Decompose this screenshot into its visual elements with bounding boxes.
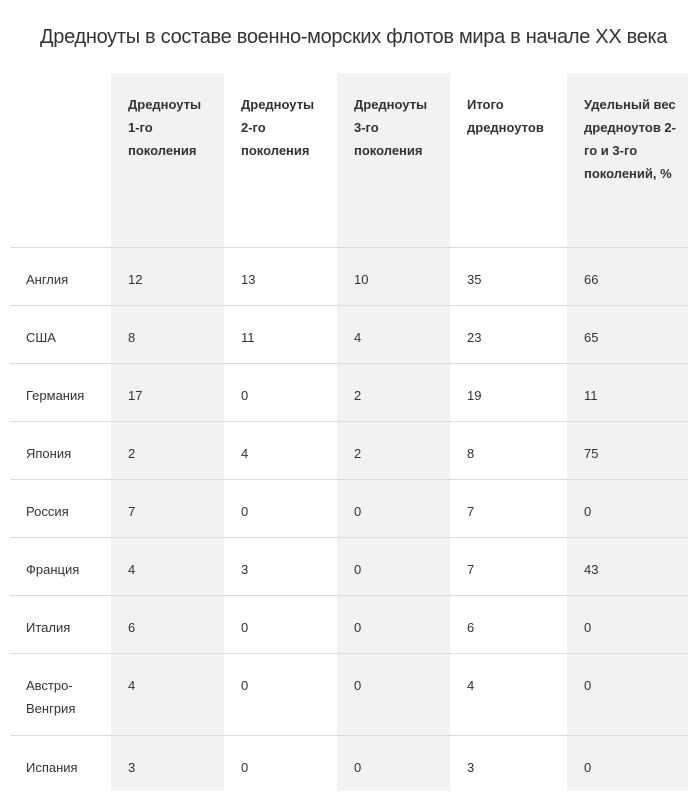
cell-gen1: 8 (128, 329, 136, 345)
table-row (10, 247, 688, 305)
cell-total: 35 (467, 271, 482, 287)
header-gen2: Дредноуты 2-го поколения (241, 97, 315, 158)
cell-gen1: 17 (128, 387, 143, 403)
cell-gen1: 3 (128, 759, 136, 775)
cell-gen1: 4 (128, 561, 136, 577)
cell-gen3: 0 (354, 759, 362, 775)
header-country (10, 73, 111, 247)
table-row (10, 653, 688, 735)
cell-country: Франция (26, 561, 80, 577)
cell-gen2: 13 (241, 271, 256, 287)
cell-total: 23 (467, 329, 482, 345)
cell-share: 11 (584, 387, 598, 403)
table-row (10, 735, 688, 793)
cell-total: 7 (467, 561, 475, 577)
table-header-row (10, 73, 688, 247)
cell-gen3: 2 (354, 387, 362, 403)
header-share: Удельный вес дредноутов 2-го и 3-го поколений, % (584, 97, 676, 181)
cell-share: 0 (584, 619, 592, 635)
cell-gen1: 7 (128, 503, 136, 519)
cell-gen2: 11 (241, 329, 255, 345)
cell-gen2: 0 (241, 619, 249, 635)
cell-gen2: 0 (241, 759, 249, 775)
cell-gen2: 0 (241, 387, 249, 403)
cell-total: 6 (467, 619, 475, 635)
table-row (10, 479, 688, 537)
cell-gen1: 6 (128, 619, 136, 635)
cell-country: Германия (26, 387, 85, 403)
cell-gen1: 4 (128, 677, 136, 693)
cell-gen3: 2 (354, 445, 362, 461)
cell-gen2: 0 (241, 677, 249, 693)
cell-country: Испания (26, 759, 78, 775)
cell-share: 65 (584, 329, 599, 345)
cell-total: 19 (467, 387, 482, 403)
table-row (10, 305, 688, 363)
dreadnought-table (10, 73, 688, 793)
cell-gen3: 4 (354, 329, 362, 345)
table-row (10, 537, 688, 595)
cell-share: 0 (584, 503, 592, 519)
cell-country: США (26, 329, 56, 345)
cell-gen1: 2 (128, 445, 136, 461)
cell-gen3: 0 (354, 503, 362, 519)
cell-share: 43 (584, 561, 599, 577)
cell-country: Англия (26, 271, 69, 287)
cell-country: Италия (26, 619, 71, 635)
cell-total: 4 (467, 677, 475, 693)
header-gen3: Дредноуты 3-го поколения (354, 97, 428, 158)
cell-country: Япония (26, 445, 72, 461)
cell-total: 7 (467, 503, 475, 519)
cell-gen2: 3 (241, 561, 249, 577)
cell-gen1: 12 (128, 271, 143, 287)
cell-gen2: 0 (241, 503, 249, 519)
page-title: Дредноуты в составе военно-морских флотов мира в начале ХХ века (40, 26, 668, 48)
cell-gen3: 0 (354, 619, 362, 635)
cell-total: 8 (467, 445, 475, 461)
cell-gen2: 4 (241, 445, 249, 461)
cell-share: 0 (584, 677, 592, 693)
table-row (10, 595, 688, 653)
cell-country: Россия (26, 503, 69, 519)
header-gen1: Дредноуты 1-го поколения (128, 97, 202, 158)
cell-share: 66 (584, 271, 599, 287)
cell-total: 3 (467, 759, 475, 775)
table-row (10, 421, 688, 479)
cell-gen3: 0 (354, 677, 362, 693)
cell-gen3: 10 (354, 271, 369, 287)
cell-share: 0 (584, 759, 592, 775)
cell-share: 75 (584, 445, 599, 461)
cell-gen3: 0 (354, 561, 362, 577)
cell-country: Австро-Венгрия (26, 677, 76, 716)
header-total: Итого дредноутов (467, 97, 544, 135)
table-row (10, 363, 688, 421)
